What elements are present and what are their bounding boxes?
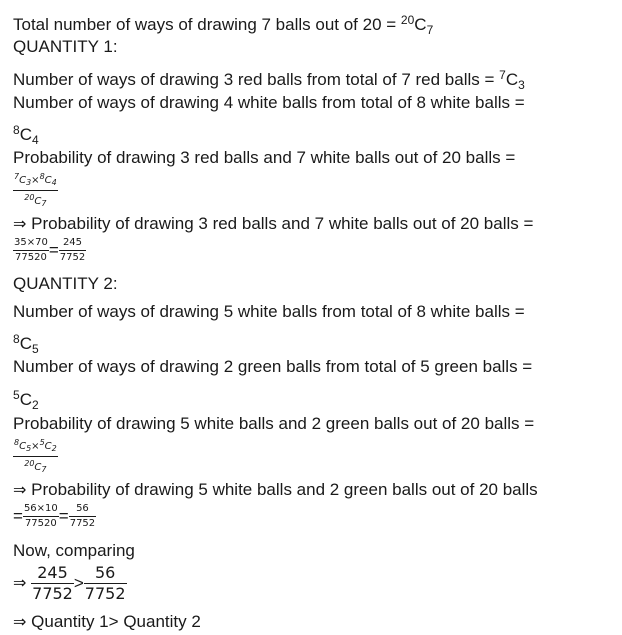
q2-result-line: ⇒ Probability of drawing 5 white balls and 2 green balls out of 20 balls <box>13 480 538 499</box>
q2-simplified-fraction: $\frac{56}{7752}$ <box>69 503 96 529</box>
implies-arrow-icon: ⇒ <box>13 482 27 499</box>
q1-simplified-fraction: $\frac{245}{7752}$ <box>59 237 86 263</box>
q1-probability-line: Probability of drawing 3 red balls and 7 white balls out of 20 balls = <box>13 148 516 167</box>
q2-product-fraction: $\frac{56\times 10}{77520}$ <box>23 503 58 529</box>
q2-white-ways-value: $^8C_5$ <box>13 332 39 356</box>
q2-green-ways-value: $^5C_2$ <box>13 388 39 412</box>
quantity-1-heading: QUANTITY 1: <box>13 37 118 56</box>
comparison-heading: Now, comparing <box>13 541 135 560</box>
q2-white-ways-line: Number of ways of drawing 5 white balls from total of 8 white balls = <box>13 302 525 321</box>
q2-green-ways-line: Number of ways of drawing 2 green balls from total of 5 green balls = <box>13 357 533 376</box>
q1-result-line: ⇒ Probability of drawing 3 red balls and 7 white balls out of 20 balls = <box>13 214 534 233</box>
compare-left-fraction: $\frac{245}{7752}$ <box>32 563 73 603</box>
q2-probability-formula <box>13 436 58 477</box>
q1-red-ways-line: Number of ways of drawing 3 red balls from total of 7 red balls = $^7C_3$ <box>13 68 525 92</box>
total-ways-line: Total number of ways of drawing 7 balls out of $20 = ^{20}C_7$ <box>13 13 434 37</box>
quantity-2-heading: QUANTITY 2: <box>13 274 118 293</box>
comparison-formula: ⇒ $\frac{245}{7752}$ > $\frac{56}{7752}$ <box>13 563 126 603</box>
implies-arrow-icon: ⇒ <box>13 614 27 631</box>
implies-arrow-icon: ⇒ <box>13 574 27 592</box>
implies-arrow-icon: ⇒ <box>13 216 27 233</box>
compare-right-fraction: $\frac{56}{7752}$ <box>84 563 126 603</box>
conclusion-line: ⇒ Quantity 1> Quantity 2 <box>13 612 201 631</box>
q2-result-value: = $\frac{56\times 10}{77520}$ = $\frac{56}{7752}$ <box>13 503 96 529</box>
q1-product-fraction: $\frac{35\times 70}{77520}$ <box>14 237 48 263</box>
q2-probability-line: Probability of drawing 5 white balls and 2 green balls out of 20 balls = <box>13 414 535 433</box>
q1-white-ways-line: Number of ways of drawing 4 white balls from total of 8 white balls = <box>13 93 525 112</box>
q2-combination-fraction: $\frac{^8C_5\times^5C_2}{^{20}C_7}$ <box>14 438 57 474</box>
q1-probability-formula <box>13 170 58 211</box>
q1-combination-fraction: $\frac{^7C_3\times^8C_4}{^{20}C_7}$ <box>14 172 57 208</box>
total-ways-text: Total number of ways of drawing 7 balls out of 20 = <box>13 15 401 34</box>
q1-result-value: $\frac{35\times 70}{77520}$ = $\frac{245}{7752}$ <box>14 237 86 263</box>
q1-white-ways-value: $^8C_4$ <box>13 123 39 147</box>
